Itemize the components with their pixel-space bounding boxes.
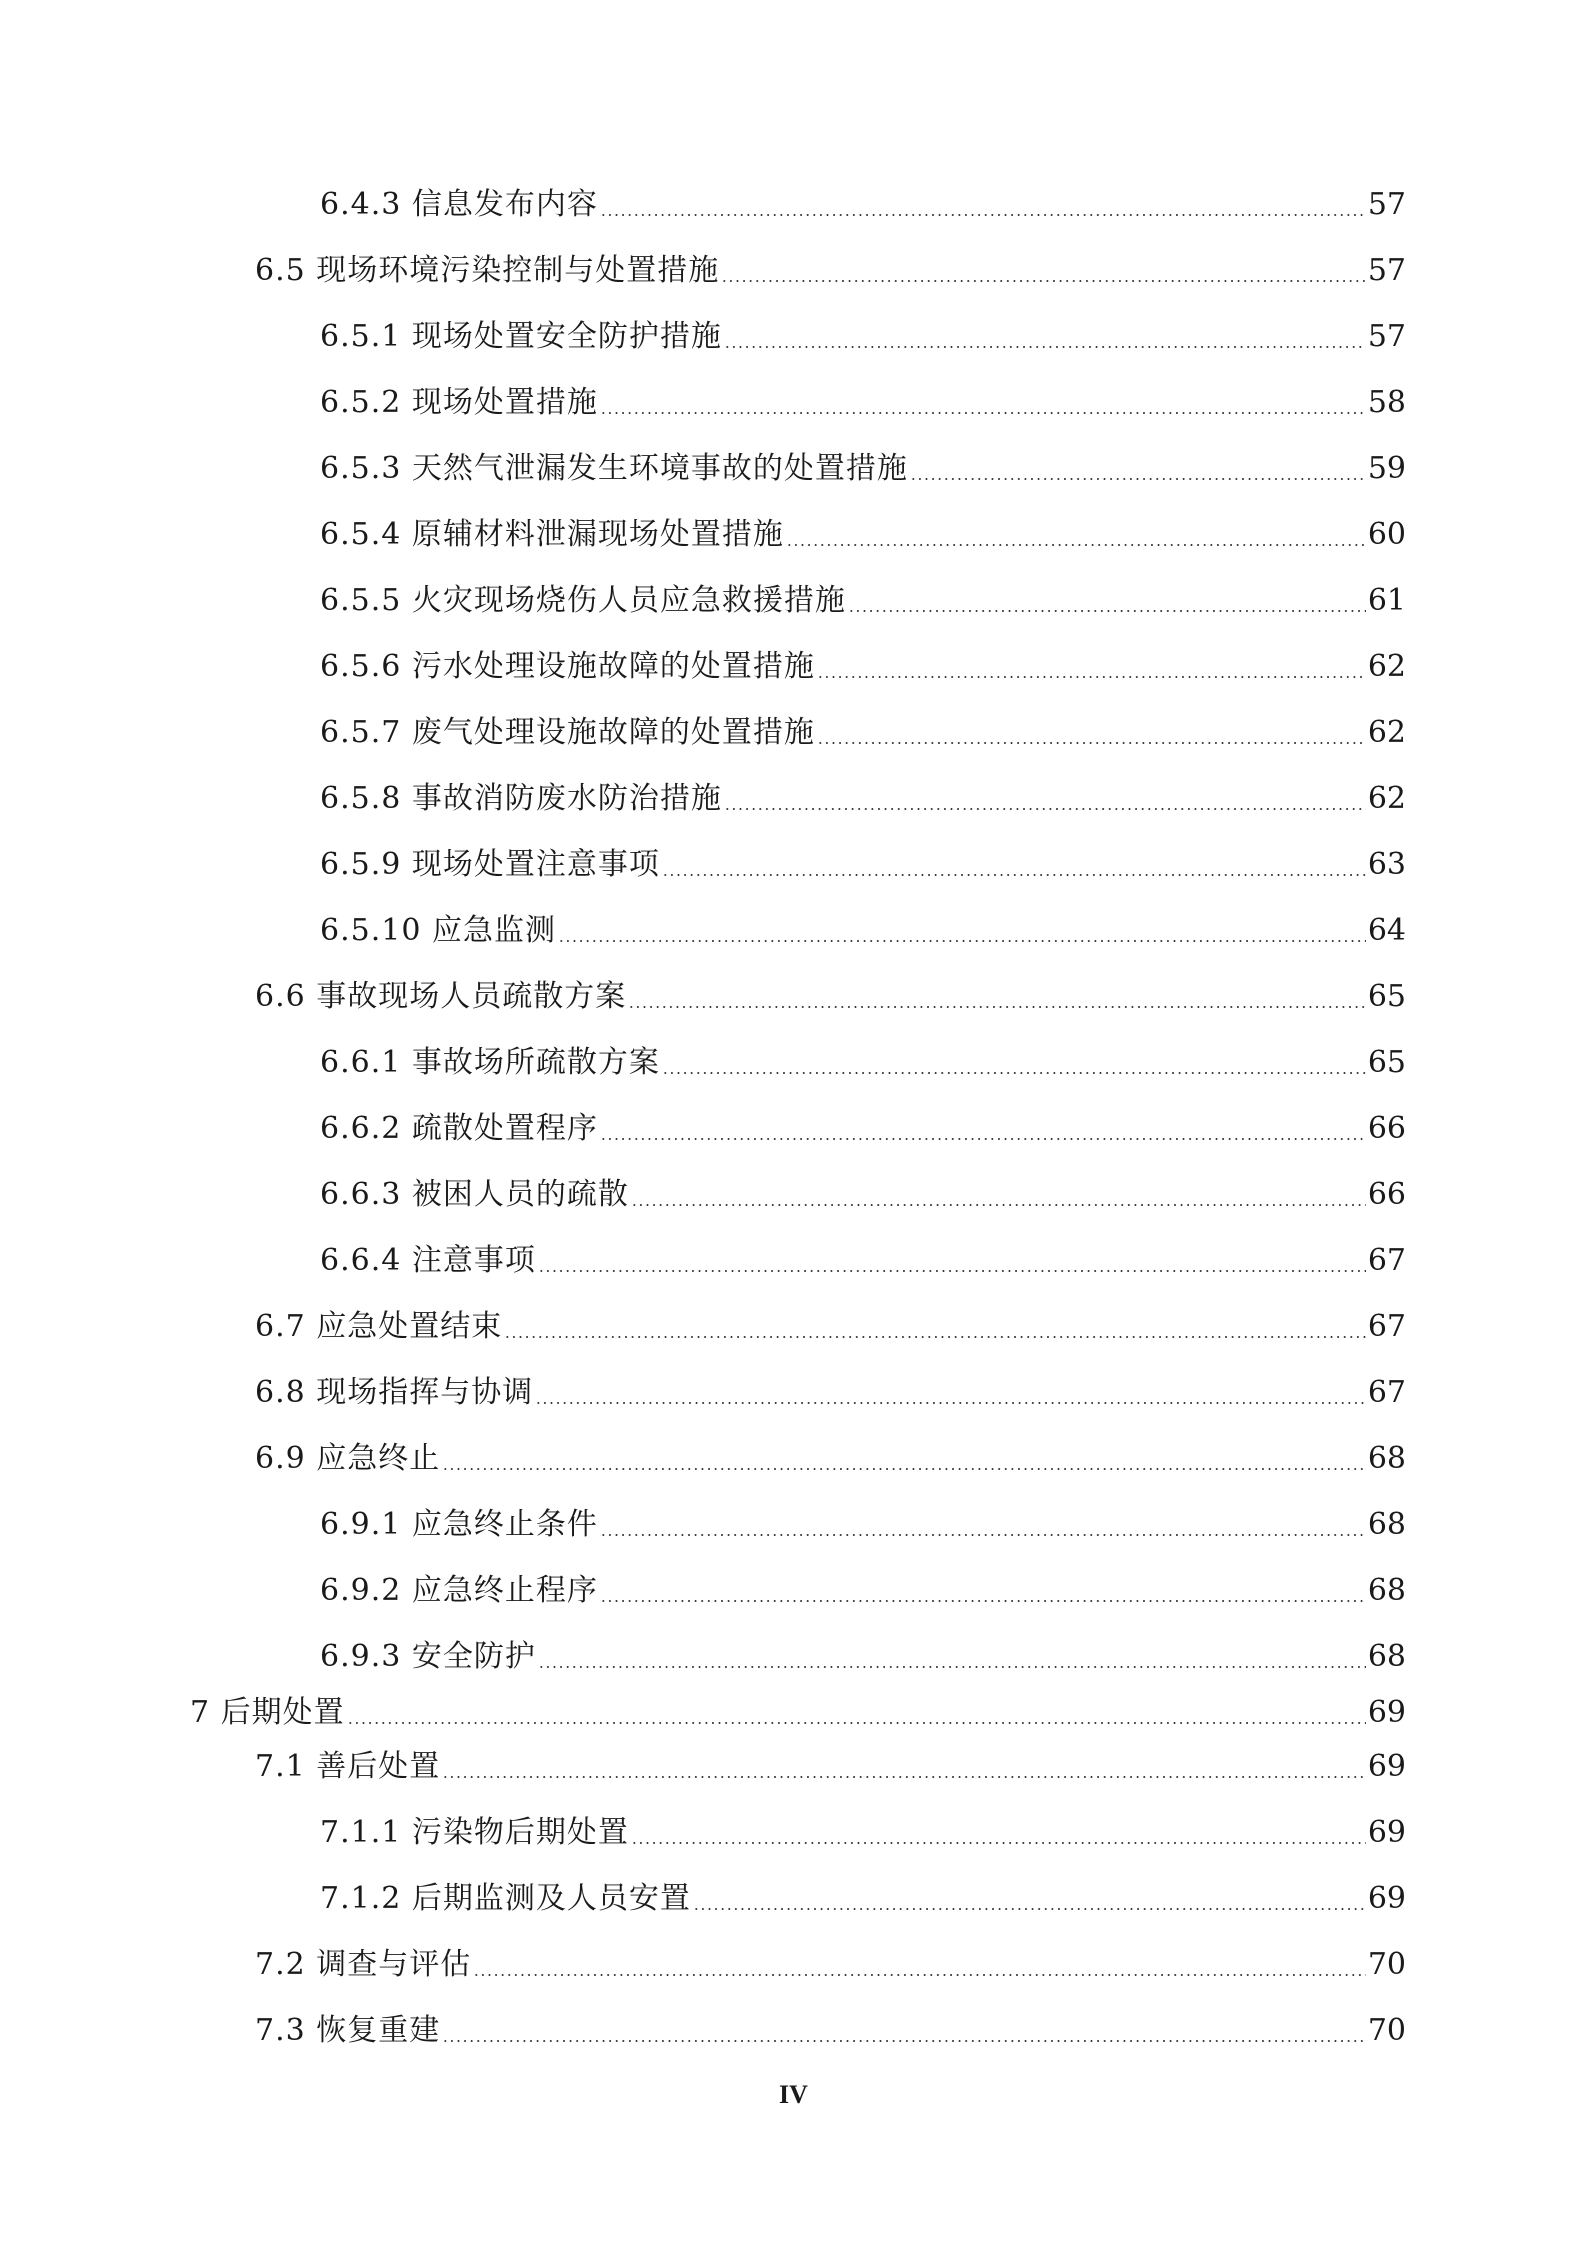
dot-leader [693, 1908, 1366, 1910]
toc-entry-title: 6.4.3 信息发布内容 [320, 187, 598, 222]
toc-entry[interactable] [320, 1503, 1406, 1547]
dot-leader [347, 1722, 1366, 1724]
toc-entry-title: 6.8 现场指挥与协调 [255, 1375, 534, 1410]
toc-entry[interactable] [320, 1635, 1406, 1679]
toc-entry[interactable] [255, 2009, 1406, 2053]
toc-entry[interactable] [320, 711, 1406, 755]
toc-entry[interactable] [320, 777, 1406, 821]
toc-entry-page: 69 [1367, 1695, 1406, 1730]
dot-leader [786, 544, 1366, 546]
dot-leader [848, 610, 1366, 612]
dot-leader [600, 412, 1366, 414]
toc-entry[interactable] [320, 1811, 1406, 1855]
toc-entry[interactable] [255, 1437, 1406, 1481]
dot-leader [535, 1402, 1366, 1404]
toc-entry[interactable] [320, 315, 1406, 359]
toc-entry-title: 7.1.2 后期监测及人员安置 [320, 1881, 691, 1916]
dot-leader [442, 1468, 1366, 1470]
toc-entry-page: 58 [1367, 385, 1406, 420]
toc-entry-page: 70 [1367, 2013, 1406, 2048]
toc-entry-page: 68 [1367, 1639, 1406, 1674]
dot-leader [600, 214, 1366, 216]
dot-leader [442, 2040, 1366, 2042]
toc-entry-title: 6.5.3 天然气泄漏发生环境事故的处置措施 [320, 451, 908, 486]
dot-leader [910, 478, 1366, 480]
toc-entry-title: 7 后期处置 [190, 1695, 345, 1730]
toc-entry-title: 6.9.2 应急终止程序 [320, 1573, 598, 1608]
dot-leader [817, 742, 1366, 744]
toc-entry-page: 66 [1367, 1111, 1406, 1146]
toc-entry[interactable] [320, 645, 1406, 689]
toc-entry-page: 67 [1367, 1309, 1406, 1344]
toc-entry-title: 6.5.2 现场处置措施 [320, 385, 598, 420]
toc-entry-page: 61 [1367, 583, 1406, 618]
toc-entry[interactable] [255, 1305, 1406, 1349]
toc-entry-title: 7.2 调查与评估 [255, 1947, 472, 1982]
toc-entry-title: 6.5.7 废气处理设施故障的处置措施 [320, 715, 815, 750]
toc-entry-title: 6.5.4 原辅材料泄漏现场处置措施 [320, 517, 784, 552]
toc-entry[interactable] [255, 249, 1406, 293]
toc-entry-page: 67 [1367, 1375, 1406, 1410]
toc-entry[interactable] [320, 843, 1406, 887]
toc-entry-title: 6.5.1 现场处置安全防护措施 [320, 319, 722, 354]
toc-entry-title: 7.1.1 污染物后期处置 [320, 1815, 629, 1850]
dot-leader [631, 1842, 1366, 1844]
dot-leader [442, 1776, 1366, 1778]
toc-entry[interactable] [320, 1041, 1406, 1085]
dot-leader [600, 1600, 1366, 1602]
toc-entry-title: 6.9.3 安全防护 [320, 1639, 536, 1674]
dot-leader [721, 280, 1366, 282]
toc-entry-title: 7.3 恢复重建 [255, 2013, 441, 2048]
toc-entry[interactable] [255, 975, 1406, 1019]
toc-entry-title: 6.6 事故现场人员疏散方案 [255, 979, 627, 1014]
toc-entry-page: 68 [1367, 1573, 1406, 1608]
page-number: IV [779, 2080, 808, 2109]
toc-entry[interactable] [190, 1691, 1406, 1735]
toc-entry-page: 70 [1367, 1947, 1406, 1982]
toc-entry-page: 69 [1367, 1881, 1406, 1916]
toc-entry-title: 6.6.1 事故场所疏散方案 [320, 1045, 660, 1080]
dot-leader [631, 1204, 1366, 1206]
toc-entry-page: 60 [1367, 517, 1406, 552]
toc-entry-page: 66 [1367, 1177, 1406, 1212]
dot-leader [538, 1666, 1366, 1668]
dot-leader [600, 1138, 1366, 1140]
dot-leader [600, 1534, 1366, 1536]
toc-entry-page: 59 [1367, 451, 1406, 486]
toc-entry-title: 6.9.1 应急终止条件 [320, 1507, 598, 1542]
dot-leader [538, 1270, 1366, 1272]
toc-entry[interactable] [255, 1371, 1406, 1415]
toc-entry[interactable] [320, 1107, 1406, 1151]
toc-entry[interactable] [320, 447, 1406, 491]
toc-entry[interactable] [320, 1569, 1406, 1613]
toc-entry-title: 6.5.5 火灾现场烧伤人员应急救援措施 [320, 583, 846, 618]
toc-entry-title: 6.6.4 注意事项 [320, 1243, 536, 1278]
toc-entry-page: 62 [1367, 781, 1406, 816]
toc-entry-page: 57 [1367, 319, 1406, 354]
toc-entry-page: 69 [1367, 1815, 1406, 1850]
toc-entry[interactable] [320, 381, 1406, 425]
toc-entry-page: 65 [1367, 1045, 1406, 1080]
toc-entry-title: 6.5.10 应急监测 [320, 913, 556, 948]
toc-entry-page: 62 [1367, 649, 1406, 684]
toc-entry-page: 67 [1367, 1243, 1406, 1278]
dot-leader [724, 346, 1366, 348]
toc-entry[interactable] [320, 513, 1406, 557]
toc-entry[interactable] [320, 909, 1406, 953]
toc-entry-title: 6.6.3 被困人员的疏散 [320, 1177, 629, 1212]
toc-entry-page: 69 [1367, 1749, 1406, 1784]
toc-entry-title: 6.5.6 污水处理设施故障的处置措施 [320, 649, 815, 684]
toc-entry[interactable] [320, 1877, 1406, 1921]
dot-leader [817, 676, 1366, 678]
toc-entry[interactable] [320, 1239, 1406, 1283]
toc-entry-page: 57 [1367, 187, 1406, 222]
toc-entry-title: 6.5 现场环境污染控制与处置措施 [255, 253, 720, 288]
toc-entry-page: 64 [1367, 913, 1406, 948]
toc-entry[interactable] [255, 1943, 1406, 1987]
toc-entry-title: 6.5.8 事故消防废水防治措施 [320, 781, 722, 816]
dot-leader [558, 940, 1366, 942]
toc-entry-page: 63 [1367, 847, 1406, 882]
toc-entry-title: 7.1 善后处置 [255, 1749, 441, 1784]
dot-leader [473, 1974, 1366, 1976]
toc-entry[interactable] [255, 1745, 1406, 1789]
dot-leader [504, 1336, 1366, 1338]
toc-entry[interactable] [320, 183, 1406, 227]
toc-entry-title: 6.7 应急处置结束 [255, 1309, 503, 1344]
toc-entry-title: 6.6.2 疏散处置程序 [320, 1111, 598, 1146]
dot-leader [628, 1006, 1366, 1008]
dot-leader [662, 1072, 1366, 1074]
dot-leader [662, 874, 1366, 876]
toc-entry[interactable] [320, 579, 1406, 623]
toc-entry-page: 68 [1367, 1441, 1406, 1476]
toc-entry-page: 65 [1367, 979, 1406, 1014]
toc-entry[interactable] [320, 1173, 1406, 1217]
toc-entry-page: 57 [1367, 253, 1406, 288]
toc-entry-title: 6.9 应急终止 [255, 1441, 441, 1476]
dot-leader [724, 808, 1366, 810]
toc-entry-title: 6.5.9 现场处置注意事项 [320, 847, 660, 882]
toc-entry-page: 68 [1367, 1507, 1406, 1542]
toc-entry-page: 62 [1367, 715, 1406, 750]
